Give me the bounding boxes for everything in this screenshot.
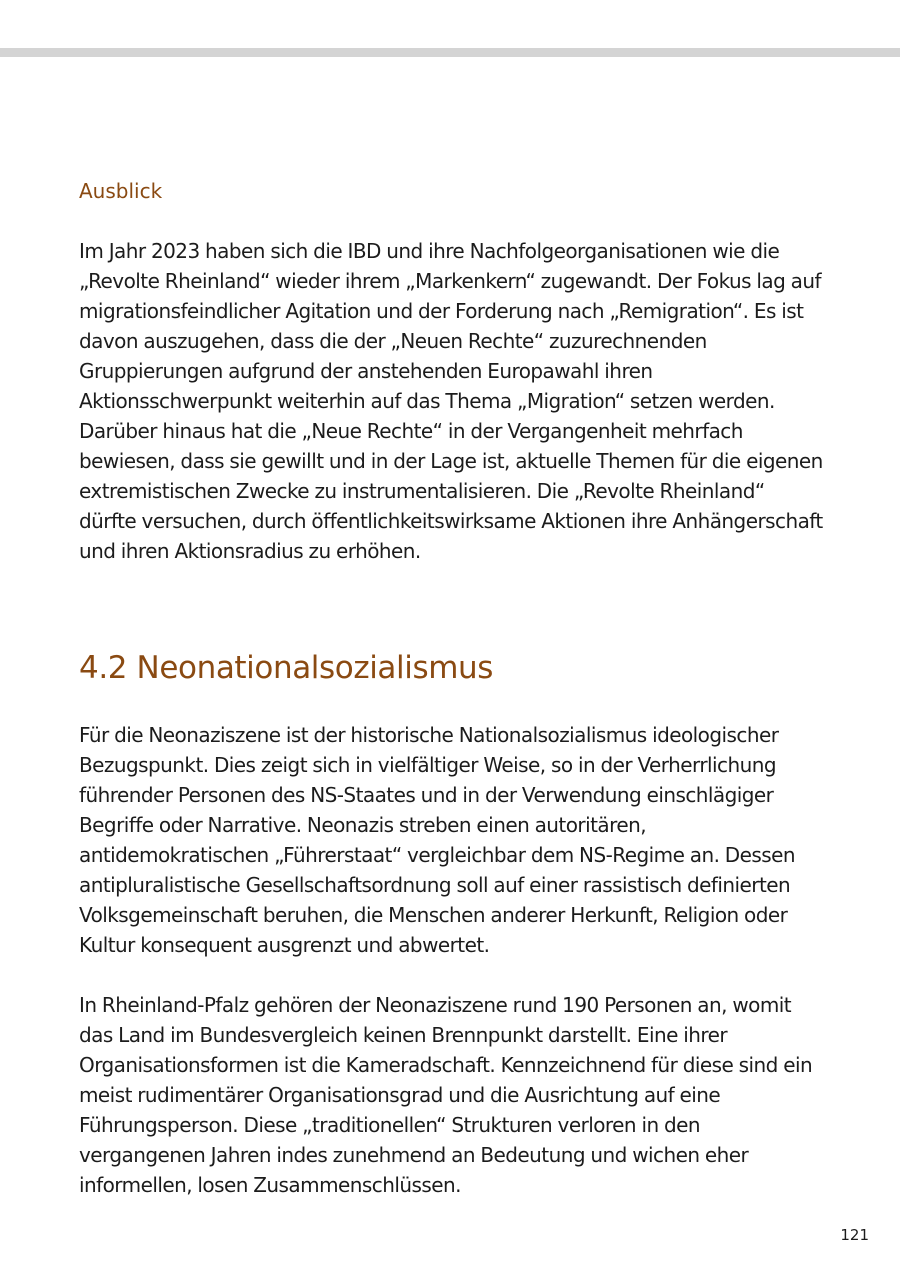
ausblick-paragraph: Im Jahr 2023 haben sich die IBD und ihre Nachfolgeorganisationen wie die „Revolte Rheinland“ wieder ihrem „Markenkern“ zugewandt. Der Fokus lag auf migrationsfeindlicher Agitation und der Forderung nach „Remigration“. Es ist davon auszugehen, dass die der „Neuen Rechte“ zuzurechnenden Gruppierungen aufgrund der anstehenden Europawahl ihren Aktionsschwerpunkt weiterhin auf das Thema „Migration“ setzen werden. Darüber hinaus hat die „Neue Rechte“ in der Vergangenheit mehrfach bewiesen, dass sie gewillt und in der Lage ist, aktuelle Themen für die eigenen extremistischen Zwecke zu instrumentalisieren. Die „Revolte Rheinland“ dürfte versuchen, durch öffentlichkeitswirksame Aktionen ihre Anhängerschaft und ihren Aktionsradius zu erhöhen. xyxy=(79,239,823,563)
header-rule xyxy=(0,48,900,57)
body-paragraph-2: In Rheinland-Pfalz gehören der Neonaziszene rund 190 Personen an, womit das Land im Bundesvergleich keinen Brennpunkt darstellt. Eine ihrer Organisationsformen ist die Kameradschaft. Kennzeichnend für diese sind ein meist rudimentärer Organisationsgrad und die Ausrichtung auf eine Führungsperson. Diese „traditionellen“ Strukturen verloren in den vergangenen Jahren indes zunehmend an Bedeutung und wichen eher informellen, losen Zusammenschlüssen. xyxy=(79,993,813,1197)
section-title: 4.2 Neonationalsozialismus xyxy=(79,650,493,686)
page-content xyxy=(79,176,824,1200)
ausblick-heading: Ausblick xyxy=(79,179,163,203)
page-number: 121 xyxy=(840,1226,869,1244)
body-paragraph-1: Für die Neonaziszene ist der historische Nationalsozialismus ideologischer Bezugspunkt. Dies zeigt sich in vielfältiger Weise, so in der Verherrlichung führender Personen des NS-Staates und in der Verwendung einschlägiger Begriffe oder Narrative. Neonazis streben einen autoritären, antidemokratischen „Führerstaat“ vergleichbar dem NS-Regime an. Dessen antipluralistische Gesellschaftsordnung soll auf einer rassistisch definierten Volksgemeinschaft beruhen, die Menschen anderer Herkunft, Religion oder Kultur konsequent ausgrenzt und abwertet. xyxy=(79,723,796,957)
